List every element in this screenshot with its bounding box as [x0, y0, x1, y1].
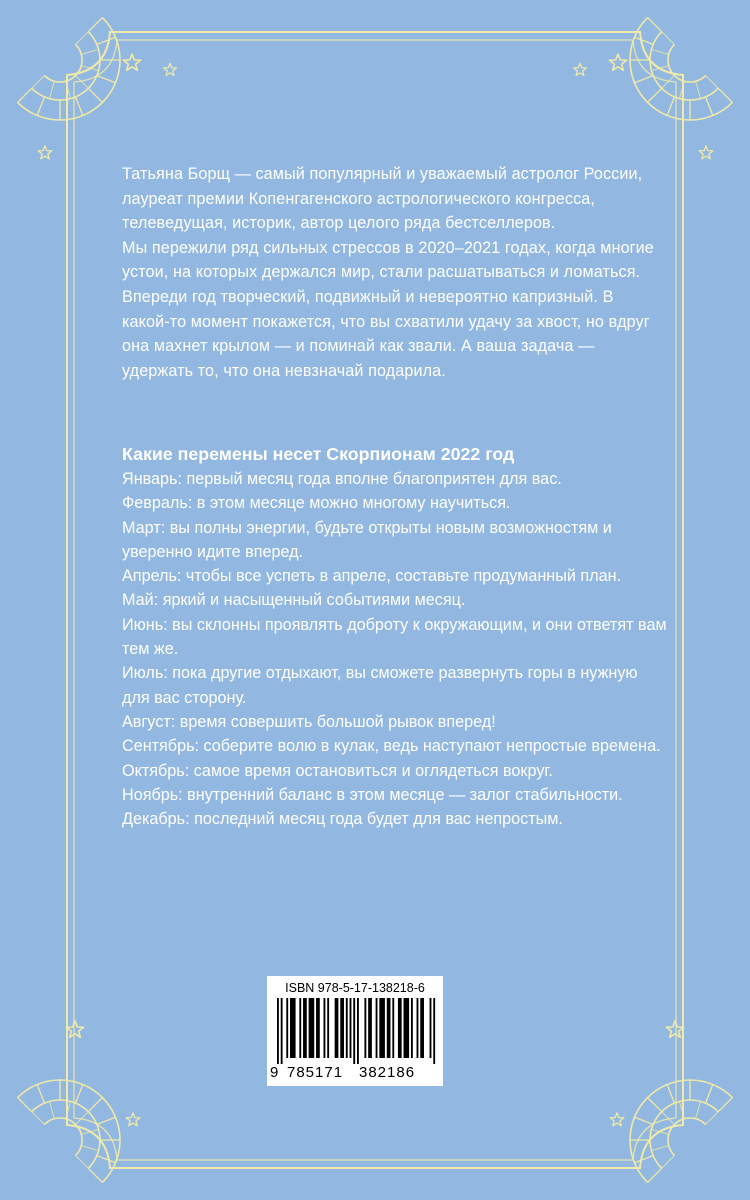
- star-icon: [66, 1021, 83, 1037]
- month-december: Декабрь: последний месяц года будет для вас непростым.: [122, 810, 563, 829]
- month-april: Апрель: чтобы все успеть в апреле, составьте продуманный план.: [122, 567, 622, 586]
- star-icon: [609, 54, 626, 70]
- month-august: Август: время совершить большой рывок вперед!: [122, 712, 496, 731]
- ean-left-digits: 785171: [287, 1064, 344, 1081]
- month-june: Июнь: вы склонны проявлять доброту к окружающим, и они ответят вам тем же.: [122, 615, 667, 659]
- star-icon: [610, 1113, 624, 1126]
- intro-paragraph-1: Татьяна Борщ — самый популярный и уважаемый астролог России, лауреат премии Копенгагенского астрологического конгресса, телеведущая, историк, автор целого ряда бестселлеров.: [122, 165, 643, 233]
- star-icon: [699, 146, 713, 159]
- month-september: Сентябрь: соберите волю в кулак, ведь наступают непростые времена.: [122, 737, 661, 756]
- isbn-barcode: [267, 976, 443, 1086]
- star-icon: [126, 1113, 140, 1126]
- month-january: Январь: первый месяц года вполне благоприятен для вас.: [122, 470, 562, 488]
- intro-paragraph-3: Впереди год творческий, подвижный и невероятно капризный. В какой-то момент покажется, что вы схватили удачу за хвост, но вдруг она махнет крылом — и поминай как звали. А ваша задача — удержать то, что она невзначай подарила.: [122, 287, 650, 380]
- forecast-title: Какие перемены несет Скорпионам 2022 год: [122, 444, 515, 464]
- month-october: Октябрь: самое время остановиться и оглядеться вокруг.: [122, 761, 553, 780]
- ean-right-digits: 382186: [359, 1064, 416, 1081]
- star-icon: [574, 63, 587, 75]
- isbn-number: ISBN 978-5-17-138218-6: [285, 981, 425, 995]
- star-icon: [38, 146, 52, 159]
- forecast-months: [122, 467, 667, 831]
- ean-first-digit: 9: [270, 1064, 280, 1081]
- star-icon: [164, 63, 177, 75]
- month-july: Июль: пока другие отдыхают, вы сможете развернуть горы в нужную для вас сторону.: [122, 664, 638, 707]
- month-november: Ноябрь: внутренний баланс в этом месяце — залог стабильности.: [122, 785, 623, 804]
- intro-paragraph-2: Мы пережили ряд сильных стрессов в 2020–2021 годах, когда многие устои, на которых держался мир, стали расшатываться и ломаться.: [122, 238, 654, 282]
- barcode-bars: [277, 998, 437, 1064]
- month-march: Март: вы полны энергии, будьте открыты новым возможностям и уверенно идите вперед.: [122, 518, 612, 561]
- month-february: Февраль: в этом месяце можно многому научиться.: [122, 494, 511, 513]
- star-icon: [123, 54, 140, 70]
- star-icon: [666, 1021, 683, 1037]
- intro-text: [122, 162, 662, 383]
- month-may: Май: яркий и насыщенный событиями месяц.: [122, 591, 466, 610]
